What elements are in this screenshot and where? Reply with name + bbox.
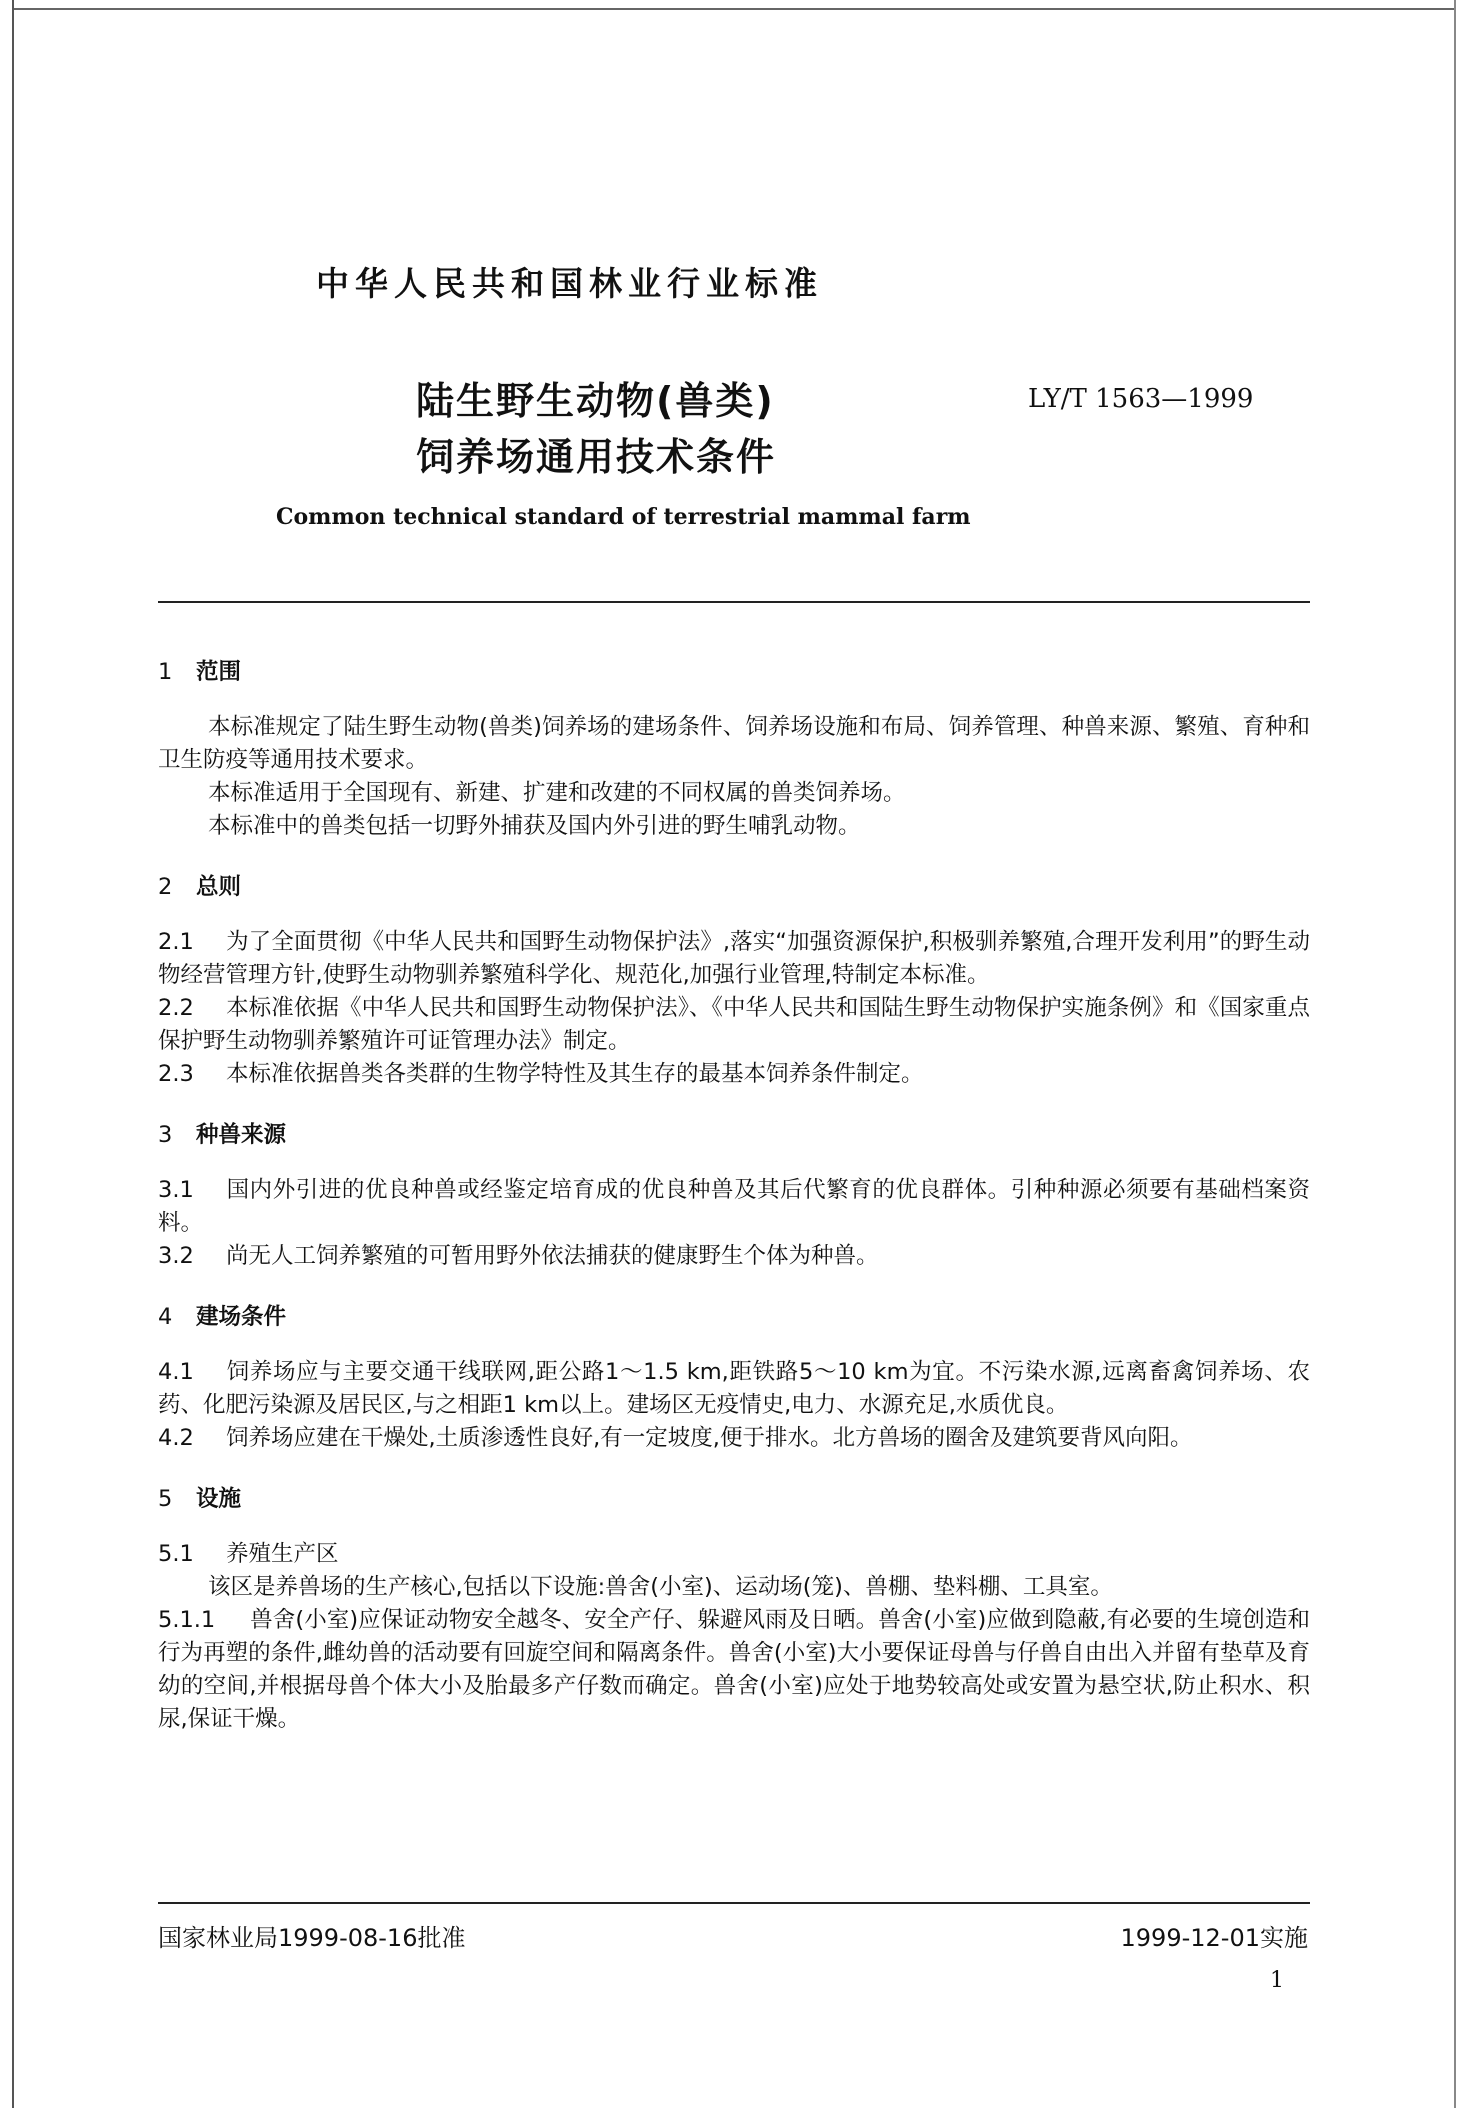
footer-divider	[158, 1902, 1310, 1904]
clause-text: 饲养场应建在干燥处,土质渗透性良好,有一定坡度,便于排水。北方兽场的圈舍及建筑要背风向阳。	[226, 1425, 1193, 1451]
section-title: 总则	[196, 874, 242, 900]
section-number: 4	[158, 1304, 173, 1330]
clause	[158, 1604, 1310, 1736]
clause-text: 本标准依据兽类各类群的生物学特性及其生存的最基本饲养条件制定。	[226, 1061, 924, 1087]
section-heading	[158, 1119, 1310, 1152]
english-title: Common technical standard of terrestrial mammal farm	[276, 504, 971, 530]
section-heading	[158, 1301, 1310, 1334]
section-number: 3	[158, 1122, 173, 1148]
clause-number: 4.1	[158, 1359, 194, 1385]
clause	[158, 992, 1310, 1058]
clause	[158, 1240, 1310, 1273]
clause	[158, 926, 1310, 992]
scan-border-top	[12, 8, 1456, 10]
clause-number: 3.2	[158, 1243, 194, 1269]
clause-text: 饲养场应与主要交通干线联网,距公路1～1.5 km,距铁路5～10 km为宜。不污染水源,远离畜禽饲养场、农药、化肥污染源及居民区,与之相距1 km以上。建场区无疫情史,电力、水源充足,水质优良。	[158, 1359, 1310, 1418]
clause-number: 2.3	[158, 1061, 194, 1087]
scan-border-right	[1454, 0, 1456, 2108]
section-title: 范围	[196, 659, 242, 685]
document-title-line2: 饲养场通用技术条件	[416, 435, 777, 479]
clause-number: 3.1	[158, 1177, 194, 1203]
section-heading	[158, 871, 1310, 904]
section-heading	[158, 656, 1310, 689]
section-number: 1	[158, 659, 173, 685]
clause-text: 兽舍(小室)应保证动物安全越冬、安全产仔、躲避风雨及日晒。兽舍(小室)应做到隐蔽,有必要的生境创造和行为再塑的条件,雌幼兽的活动要有回旋空间和隔离条件。兽舍(小室)大小要保证母兽与仔兽自由出入并留有垫草及育幼的空间,并根据母兽个体大小及胎最多产仔数而确定。兽舍(小室)应处于地势较高处或安置为悬空状,防止积水、积尿,保证干燥。	[158, 1607, 1310, 1732]
clause-text: 尚无人工饲养繁殖的可暂用野外依法捕获的健康野生个体为种兽。	[226, 1243, 879, 1269]
clause-text: 本标准依据《中华人民共和国野生动物保护法》、《中华人民共和国陆生野生动物保护实施条例》和《国家重点保护野生动物驯养繁殖许可证管理办法》制定。	[158, 995, 1310, 1054]
document-body	[158, 656, 1310, 1736]
approval-date: 国家林业局1999-08-16批准	[158, 1924, 466, 1952]
section-title: 种兽来源	[196, 1122, 287, 1148]
section-heading	[158, 1483, 1310, 1516]
clause-number: 4.2	[158, 1425, 194, 1451]
scan-border-left	[12, 0, 14, 2108]
standard-code: LY/T 1563—1999	[1028, 384, 1254, 414]
clause	[158, 1174, 1310, 1240]
subsection-heading	[158, 1538, 1310, 1571]
paragraph: 本标准适用于全国现有、新建、扩建和改建的不同权属的兽类饲养场。	[208, 780, 906, 806]
clause-text: 为了全面贯彻《中华人民共和国野生动物保护法》,落实“加强资源保护,积极驯养繁殖,合理开发利用”的野生动物经营管理方针,使野生动物驯养繁殖科学化、规范化,加强行业管理,特制定本标准。	[158, 929, 1310, 988]
section-title: 建场条件	[196, 1304, 287, 1330]
paragraph: 本标准中的兽类包括一切野外捕获及国内外引进的野生哺乳动物。	[208, 813, 861, 839]
paragraph: 本标准规定了陆生野生动物(兽类)饲养场的建场条件、饲养场设施和布局、饲养管理、种兽来源、繁殖、育种和卫生防疫等通用技术要求。	[158, 714, 1310, 773]
implementation-date: 1999-12-01实施	[1120, 1924, 1308, 1952]
clause-number: 2.2	[158, 995, 194, 1021]
clause	[158, 1356, 1310, 1422]
clause	[158, 1058, 1310, 1091]
standard-type-heading: 中华人民共和国林业行业标准	[316, 264, 823, 303]
header-divider	[158, 601, 1310, 603]
clause-number: 5.1.1	[158, 1607, 216, 1633]
section-number: 2	[158, 874, 173, 900]
document-title-line1: 陆生野生动物(兽类)	[416, 379, 775, 423]
subsection-number: 5.1	[158, 1541, 194, 1567]
section-number: 5	[158, 1486, 173, 1512]
section-title: 设施	[196, 1486, 242, 1512]
clause	[158, 1422, 1310, 1455]
clause-number: 2.1	[158, 929, 194, 955]
page-number: 1	[1270, 1968, 1284, 1993]
subsection-title: 养殖生产区	[226, 1541, 339, 1567]
paragraph: 该区是养兽场的生产核心,包括以下设施:兽舍(小室)、运动场(笼)、兽棚、垫料棚、工具室。	[208, 1574, 1113, 1600]
clause-text: 国内外引进的优良种兽或经鉴定培育成的优良种兽及其后代繁育的优良群体。引种种源必须要有基础档案资料。	[158, 1177, 1310, 1236]
